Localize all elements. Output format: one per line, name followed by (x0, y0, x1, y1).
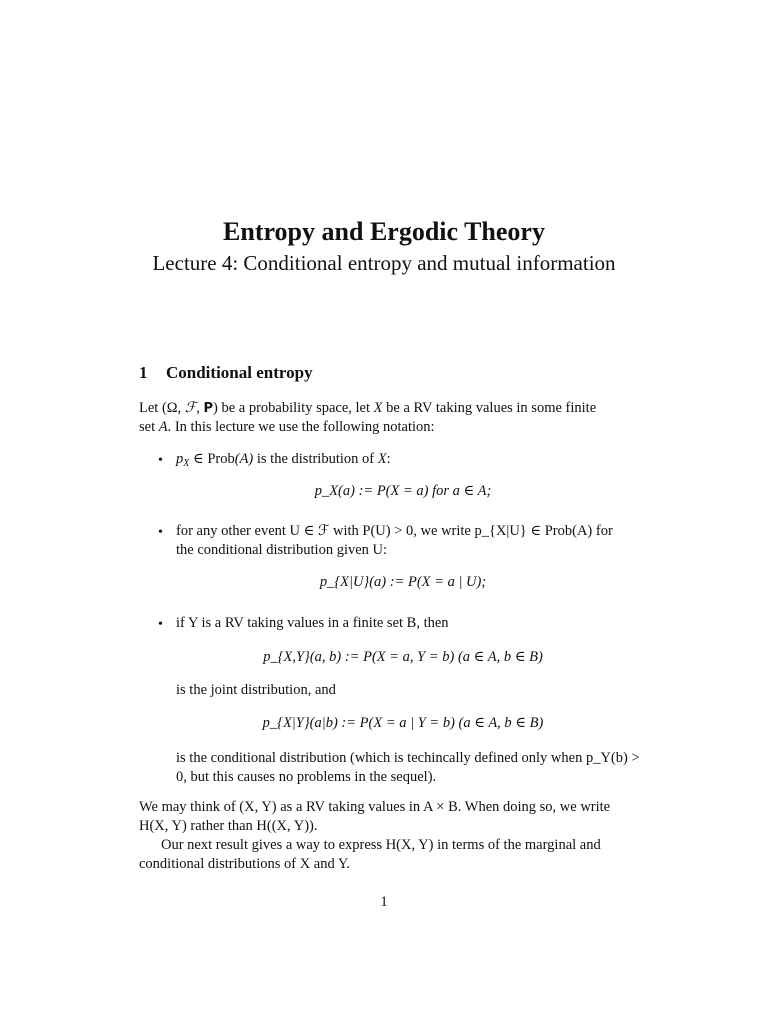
joint-description: is the joint distribution, and (176, 682, 336, 698)
intro-text-2b: . In this lecture we use the following notation: (167, 419, 435, 435)
sigma-algebra-symbol: ℱ (184, 400, 197, 416)
page-number: 1 (380, 894, 388, 910)
paragraph-3-line-2: conditional distributions of X and Y. (139, 856, 351, 872)
paragraph-2-line-1: We may think of (X, Y) as a RV taking values in A × B. When doing so, we write (139, 799, 611, 815)
conditional-description-line-1: is the conditional distribution (which is techincally defined only when p_Y(b) > (176, 750, 640, 766)
bullet-marker-3: • (158, 617, 163, 632)
variable-x: X (373, 400, 383, 416)
bullet-1-prob: Prob (207, 451, 235, 467)
intro-text-2a: set (139, 419, 159, 435)
bullet-1-x: X (377, 451, 387, 467)
bullet-1-desc: is the distribution of (253, 451, 378, 467)
conditional-description-line-2: 0, but this causes no problems in the sequel). (176, 769, 437, 785)
bullet-1-in: ∈ (189, 451, 208, 467)
equation-conditional-rv: p_{X|Y}(a|b) := P(X = a | Y = b) (a ∈ A, b ∈ B) (262, 715, 544, 731)
set-a: A (158, 419, 168, 435)
bullet-1-p: p (176, 451, 184, 467)
bullet-1-sub: X (183, 458, 190, 469)
bullet-2-line-2: the conditional distribution given U: (176, 542, 388, 558)
intro-line-2 (139, 418, 629, 437)
section-number: 1 (139, 363, 148, 382)
paragraph-3-line-1: Our next result gives a way to express H(X, Y) in terms of the marginal and (161, 837, 601, 853)
bullet-1-text (176, 450, 636, 469)
intro-line-1 (139, 399, 629, 418)
bullet-2-line-1: for any other event U ∈ ℱ with P(U) > 0, we write p_{X|U} ∈ Prob(A) for (176, 523, 613, 539)
bullet-marker-2: • (158, 525, 163, 540)
paragraph-2-line-2: H(X, Y) rather than H((X, Y)). (139, 818, 318, 834)
bullet-3-line-1: if Y is a RV taking values in a finite set B, then (176, 615, 449, 631)
equation-joint: p_{X,Y}(a, b) := P(X = a, Y = b) (a ∈ A, b ∈ B) (263, 649, 543, 665)
equation-conditional-event: p_{X|U}(a) := P(X = a | U); (319, 574, 487, 590)
intro-text-1b: , (196, 400, 204, 416)
probability-symbol: P (203, 401, 213, 416)
document-title: Entropy and Ergodic Theory (223, 217, 545, 246)
section-title: Conditional entropy (166, 363, 313, 382)
intro-text-1d: be a RV taking values in some finite (382, 400, 597, 416)
bullet-1-colon: : (386, 451, 391, 467)
bullet-1-arg: (A) (234, 451, 254, 467)
intro-text-1a: Let (Ω, (139, 400, 185, 416)
document-subtitle: Lecture 4: Conditional entropy and mutual information (152, 251, 616, 275)
bullet-marker-1: • (158, 453, 163, 468)
section-heading (139, 362, 313, 384)
intro-text-1c: ) be a probability space, let (213, 400, 374, 416)
equation-marginal: p_X(a) := P(X = a) for a ∈ A; (314, 483, 492, 499)
